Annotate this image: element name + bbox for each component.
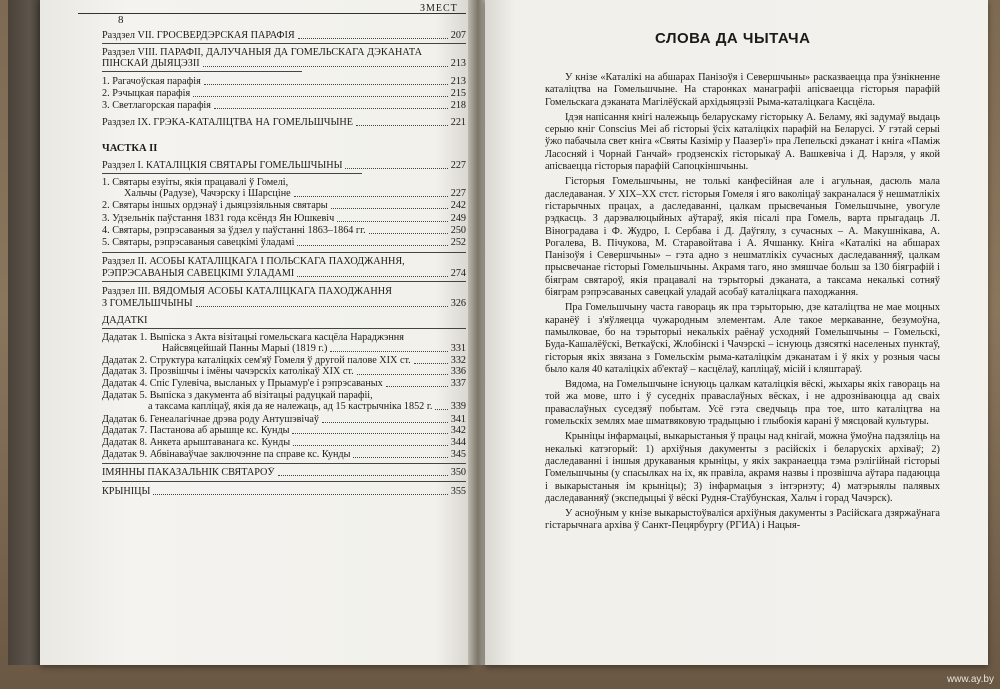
toc-entry: Раздзел І. КАТАЛІЦКІЯ СВЯТАРЫ ГОМЕЛЬШЧЫНЫ 227 [102,160,466,171]
toc-entry: Раздзел VII. ГРОСВЕРДЭРСКАЯ ПАРАФІЯ 207 [102,30,466,41]
toc-entry: Дадатак 4. Спіс Гулевіча, высланых у Прыамур'е і рэпрэсаваных 337 [102,378,466,389]
toc-entry: Дадатак 3. Прозвішчы і імёны чачэрскіх католікаў XIX ст. 336 [102,366,466,377]
divider [102,252,466,253]
toc-entry: Дадатак 1. Выпіска з Акта візітацыі гомельскага касцёла Нараджэння [102,332,404,343]
toc-entry: ІМЯННЫ ПАКАЗАЛЬНІК СВЯТАРОЎ 350 [102,467,466,478]
header-rule [78,13,466,14]
divider [102,481,466,482]
toc-entry: РЭПРЭСАВАНЫЯ САВЕЦКІМІ ЎЛАДАМІ 274 [102,268,466,279]
toc-entry: 1. Рагачоўская парафія 213 [102,76,466,87]
toc-entry: КРЫНІЦЫ 355 [102,486,466,497]
page-number: 8 [118,14,124,26]
watermark: www.ay.by [946,674,994,685]
toc-entry: Дадатак 6. Генеалагічнае дрэва роду Антушэвічаў 341 [102,414,466,425]
paragraph: У кнізе «Каталікі на абшарах Панізоўя і Севершчыны» расказваецца пра ўзнікненне каталіцтва на Гомельшчыне. На старонках манаграфіі апісваецца гісторыя парафій Гомельскага дэканата Магілёўскай архідыяцэзіі Рыма-каталіцкага Касцёла. [545,72,940,108]
toc-entry: Дадатак 2. Структура каталіцкіх сем'яў Гомеля ў другой палове XIX ст. 332 [102,355,466,366]
toc-entry: Найсвяцейшай Панны Марыі (1819 г.) 331 [162,343,466,354]
paragraph: Вядома, на Гомельшчыне існуюць цалкам каталіцкія вёскі, жыхары якіх гавораць на той жа мове, што і ў суседніх праваслаўных вёсках, і не адрозніваюцца ад сваіх праваслаўных суседзяў побытам. Усё гэта сведчыць пра тое, што каталіцтва на гомельскіх землях мае шматвяковую традыцыю і глыбокія карані ў мясцовай культуры. [545,379,940,428]
paragraph: Крыніцы інфармацыі, выкарыстаныя ў працы над кнігай, можна ўмоўна падзяліць на некалькі катэгорый: 1) архіўныя дакументы з расійскіх і беларускіх архіваў; 2) даследаванні і іншыя друкаваныя крыніцы, у якіх закранаецца тэма рэлігійнай гісторыі Гомельшчыны (у спасылках на іх, як правіла, акрамя назвы і прозвішча аўтара падаюцца і выкарыстаныя ім крыніцы); 3) інфармацыя з інтэрнэту; 4) матэрыялы палявых даследаванняў (экспедыцыі ў вёскі Рудня-Стаўбунская, Хальч і горад Чачэрск). [545,431,940,504]
divider [102,281,466,282]
toc-entry: Дадатак 7. Пастанова аб арышце кс. Кунды 342 [102,425,466,436]
divider [102,173,362,174]
part-heading: ЧАСТКА ІІ [102,143,158,154]
divider [102,328,466,329]
toc-entry: 4. Святары, рэпрэсаваныя за ўдзел у паўстанні 1863–1864 гг. 250 [102,225,466,236]
paragraph: Гісторыя Гомельшчыны, не толькі канфесійная але і агульная, дасюль мала даследаваная. У XIX–XX стст. гісторыя Гомеля і яго ваколіцаў закраналася ў нешматлікіх гістарычных працах, а даследаванні, цалкам прысвечаныя Гомельшчыне, увогуле рэдкасць. З дарэвалюцыйных аўтараў, якія пісалі пра Гомель, варта прыгадаць Л. Віноградава і Ф. Жудро, І. Сербава і Д. Даўгялу, з сучасных – А. Макушнікава, А. Рогалева, В. Пічукова, М. Старавойтава і А. Ячшанку. Кніга «Каталікі на абшарах Панізоўя і Севершчыны» – гэта адно з нешматлікіх сучасных даследаванняў, цалкам прысвечанае гісторыі Гомельшчыны. Акрамя таго, яно змяшчае больш за 130 біяграфій і біяграм святароў, якія працавалі на тэрыторыі дэканата, а таксама некалькі сотняў біяграм рэпрэсаваных савецкай уладай асобаў каталіцкага паходжання. [545,176,940,299]
toc-entry: Дадатак 8. Анкета арыштаванага кс. Кунды 344 [102,437,466,448]
toc-entry: 3. Светлагорская парафія 218 [102,100,466,111]
divider [102,43,466,44]
toc-entry: Раздзел VIII. ПАРАФІІ, ДАЛУЧАНЫЯ ДА ГОМЕЛЬСКАГА ДЭКАНАТА [102,47,422,58]
paragraph: Пра Гомельшчыну часта гавораць як пра тэрыторыю, дзе каталіцтва не мае моцных каранёў і з'яўляецца чужародным элементам. Але такое меркаванне, безумоўна, памылковае, бо на тэрыторыі некалькіх раёнаў усходняй Гомельшчыны – Гомельскі, Буда-Кашалёўскі, Веткаўскі, Жлобінскі і Чачэрскі – існуюць дзясяткі населеных пунктаў, гісторыя якіх звязана з Гомельскім рыма-каталіцкім дэканатам і ў якіх у розныя часы было каля 40 каталіцкіх аб'ектаў – касцёлаў, капліцаў, місій і кляштараў. [545,302,940,375]
toc-entry: 2. Рэчыцкая парафія 215 [102,88,466,99]
toc-entry: 2. Святары іншых ордэнаў і дыяцэзіяльныя святары 242 [102,200,466,211]
toc-entry: Дадатак 5. Выпіска з дакумента аб візітацыі радуцкай парафіі, [102,390,373,401]
toc-entry: Дадатак 9. Абвінаваўчае заключэнне па справе кс. Кунды 345 [102,449,466,460]
toc-entry: Раздзел III. ВЯДОМЫЯ АСОБЫ КАТАЛІЦКАГА ПАХОДЖАННЯ [102,286,392,297]
toc-entry: З ГОМЕЛЬШЧЫНЫ 326 [102,298,466,309]
divider [102,71,302,72]
paragraph: У асноўным у кнізе выкарыстоўваліся архіўныя дакументы з Расійскага дзяржаўнага гістарычнага архіва ў Санкт-Пецярбургу (РГИА) і Нацыя- [545,508,940,532]
toc-entry: Раздзел II. АСОБЫ КАТАЛІЦКАГА І ПОЛЬСКАГА ПАХОДЖАННЯ, [102,256,405,267]
divider [102,463,466,464]
toc-entry: Хальчы (Радузе), Чачэрску і Шарсціне 227 [124,188,466,199]
toc-entry: ПІНСКАЙ ДЫЯЦЭЗІІ 213 [102,58,466,69]
book-cover-edge [8,0,44,665]
toc-entry: 1. Святары езуіты, якія працавалі ў Гомелі, [102,177,289,188]
body-text [545,72,940,536]
toc-entry: а таксама капліцаў, якія да яе належаць, ад 15 кастрычніка 1852 г. 339 [148,401,466,412]
toc-entry: Раздзел IX. ГРЭКА-КАТАЛІЦТВА НА ГОМЕЛЬШЧЫНЕ 221 [102,117,466,128]
page-title: СЛОВА ДА ЧЫТАЧА [655,30,811,47]
toc-entry: 3. Удзельнік паўстання 1831 года ксёндз Ян Юшкевіч 249 [102,213,466,224]
running-head: ЗМЕСТ [420,3,458,14]
paragraph: Ідэя напісання кнігі належыць беларускаму гісторыку А. Беламу, які задумаў выдаць серыю кніг Conscius Mei аб гісторыі ўсіх каталіцкіх парафій на Беларусі. У гэтай серыі ўжо пабачыла свет кніга «Святы Казімір у Паазер'і» пра Лепельскі дэканат і кніга «Паміж Ласосняй і Чорнай Ганчай» гродзенскіх гісторыкаў А. Вашкевіча і Д. Нарэля, у якой апісваецца гісторыя парафій Сапоцкіншчыны. [545,111,940,173]
toc-entry: 5. Святары, рэпрэсаваныя савецкімі ўладамі 252 [102,237,466,248]
appendix-heading: ДАДАТКІ [102,315,148,326]
